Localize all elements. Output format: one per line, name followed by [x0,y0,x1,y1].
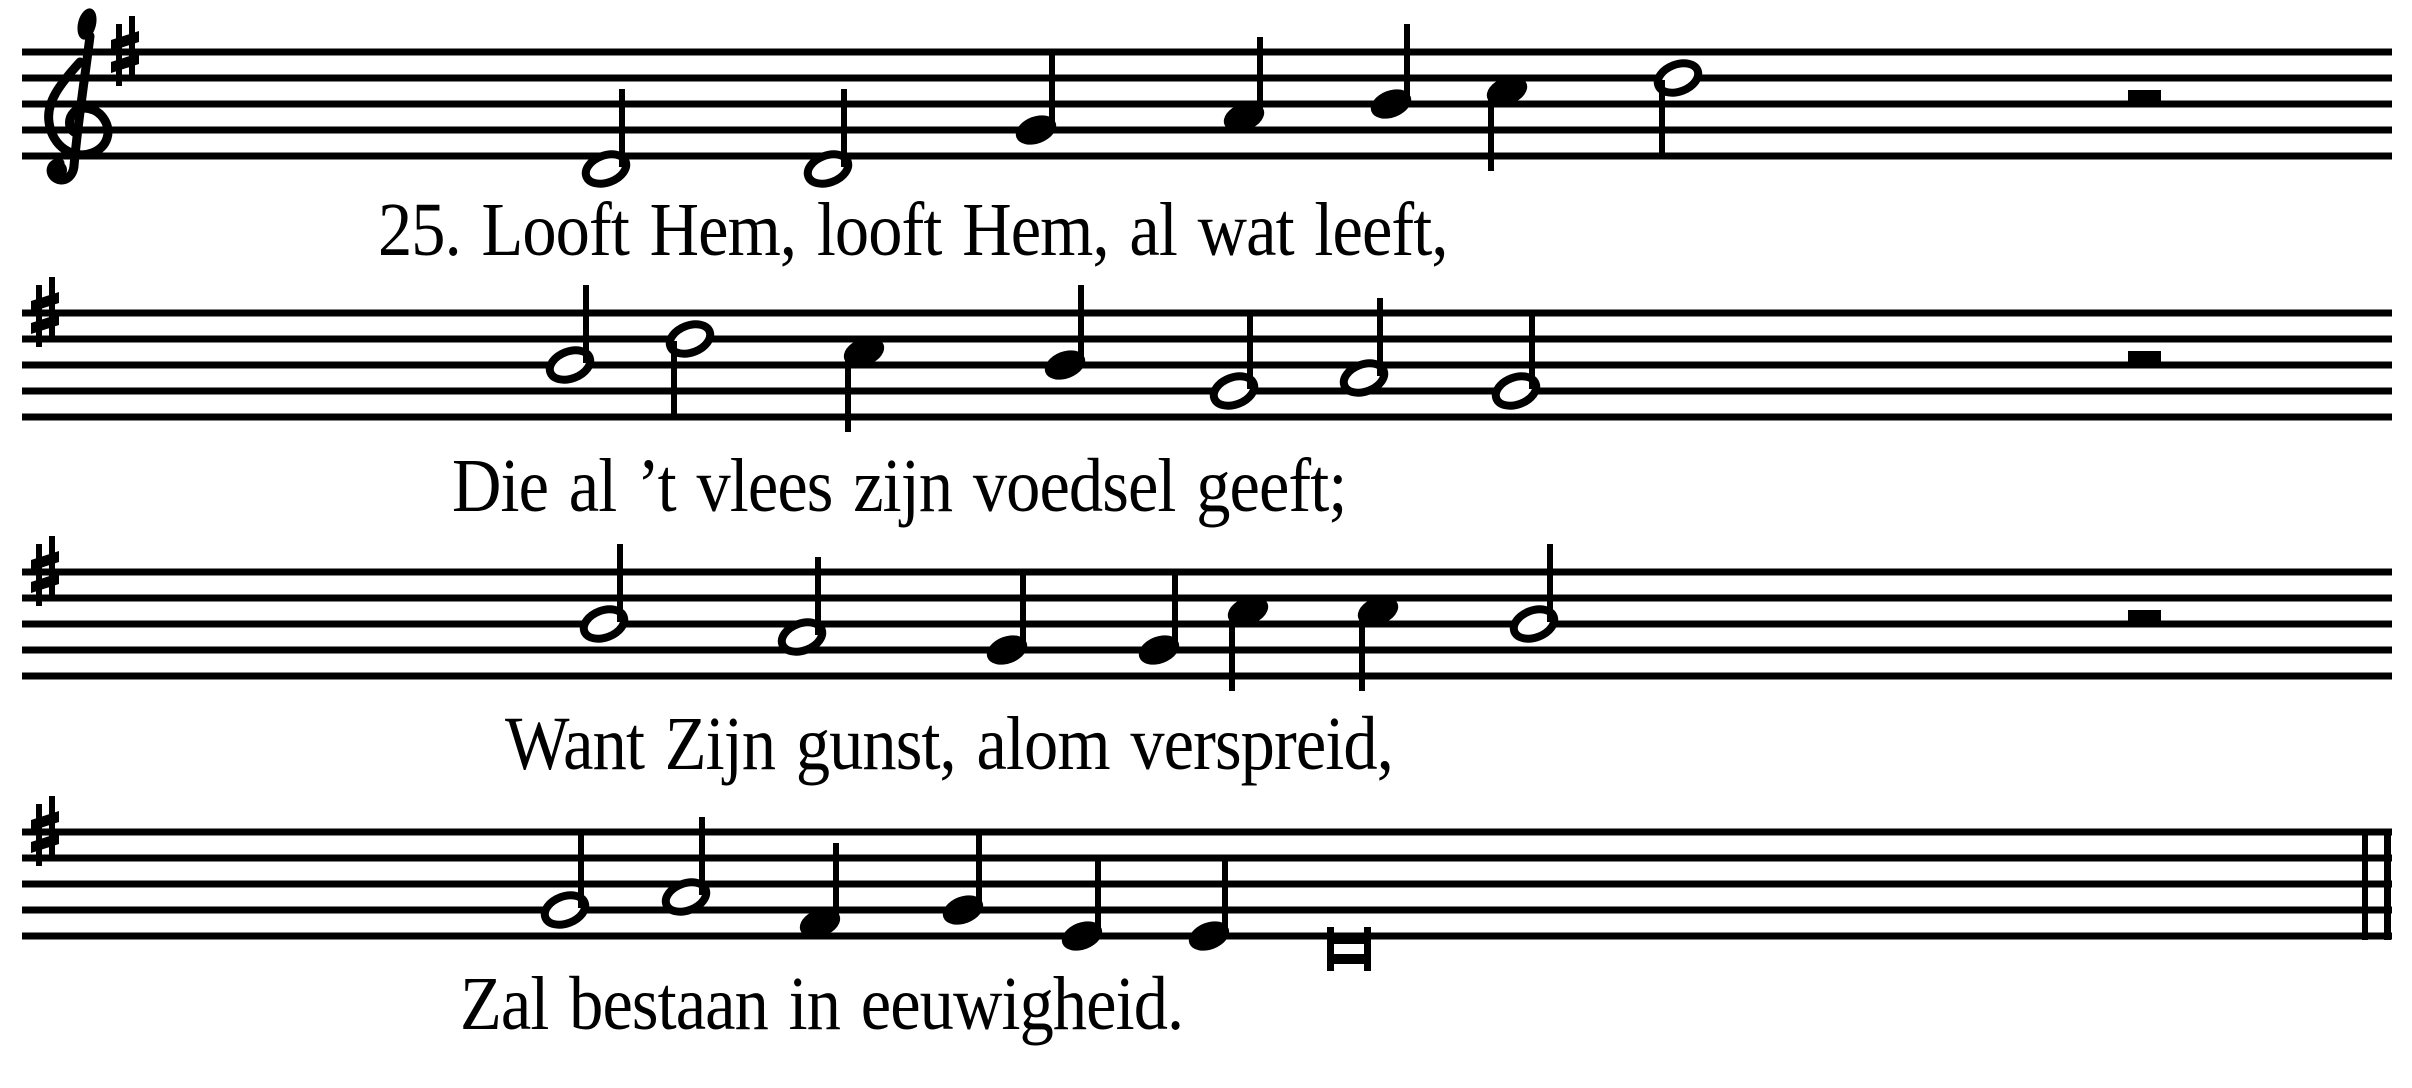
staff-system-4 [22,796,2392,971]
staff-line [22,310,2392,317]
note-7-d5-half [1654,58,1703,158]
stem [833,843,839,921]
stem [1257,37,1263,115]
note-3-g4-quarter [1012,50,1061,150]
note-5-g4-half [1210,311,1259,411]
stem [1229,613,1235,691]
staff-line [22,75,2392,82]
stem [583,285,589,363]
stem [1377,298,1383,376]
staff-line [22,907,2392,914]
stem [1222,856,1228,934]
stem [1020,570,1026,648]
lyric-line-2: Die al ’t vlees zijn voedsel geeft; [452,444,1347,528]
note-5-e4-quarter [1058,856,1107,956]
stem [671,341,677,419]
stem [1095,856,1101,934]
staff-line [22,153,2392,160]
lyric-line-1: 25. Looft Hem, looft Hem, al wat leeft, [378,188,1448,272]
note-4-b4-quarter [1041,285,1090,385]
stem [1049,50,1055,128]
staff-line [22,569,2392,576]
half-rest [2128,351,2161,365]
note-1-b4-half [546,285,595,385]
lyric-line-4: Zal bestaan in eeuwigheid. [460,962,1184,1046]
stem [619,89,625,167]
staff-line [22,881,2392,888]
stem [1529,311,1535,389]
lyric-line-3: Want Zijn gunst, alom verspreid, [505,702,1393,786]
stem [1078,285,1084,363]
note-7-b4-half [1510,544,1559,644]
stem [1659,80,1665,158]
staff-line [22,673,2392,680]
stem [1488,93,1494,171]
half-rest [2128,90,2161,104]
staff-line [22,621,2392,628]
staff-line [22,829,2392,836]
staff-line [22,647,2392,654]
half-rest [2128,610,2161,624]
note-6-e4-quarter [1185,856,1234,956]
stem [815,557,821,635]
stem [845,354,851,432]
staff-line [22,336,2392,343]
note-5-b4-quarter [1367,24,1416,124]
stem [578,830,584,908]
staff-line [22,595,2392,602]
staff-line [22,127,2392,134]
note-2-d5-half [666,319,715,419]
stem [1247,311,1253,389]
note-3-g4-quarter [983,570,1032,670]
staff-system-2 [22,277,2392,432]
note-1-g4-half [541,830,590,930]
stem [1547,544,1553,622]
staff-system-3 [22,536,2392,691]
stem [617,544,623,622]
note-1-b4-half [580,544,629,644]
stem [699,817,705,895]
staff-line [22,388,2392,395]
note-4-g4-quarter [939,830,988,930]
staff-line [22,49,2392,56]
stem [841,89,847,167]
staff-system-1 [22,6,2392,189]
staff-line [22,362,2392,369]
stem [1172,570,1178,648]
note-4-g4-quarter [1135,570,1184,670]
stem [1359,613,1365,691]
staff-line [22,414,2392,421]
staff-line [22,101,2392,108]
note-7-g4-half [1492,311,1541,411]
staff-line [22,855,2392,862]
stem [1404,24,1410,102]
stem [976,830,982,908]
